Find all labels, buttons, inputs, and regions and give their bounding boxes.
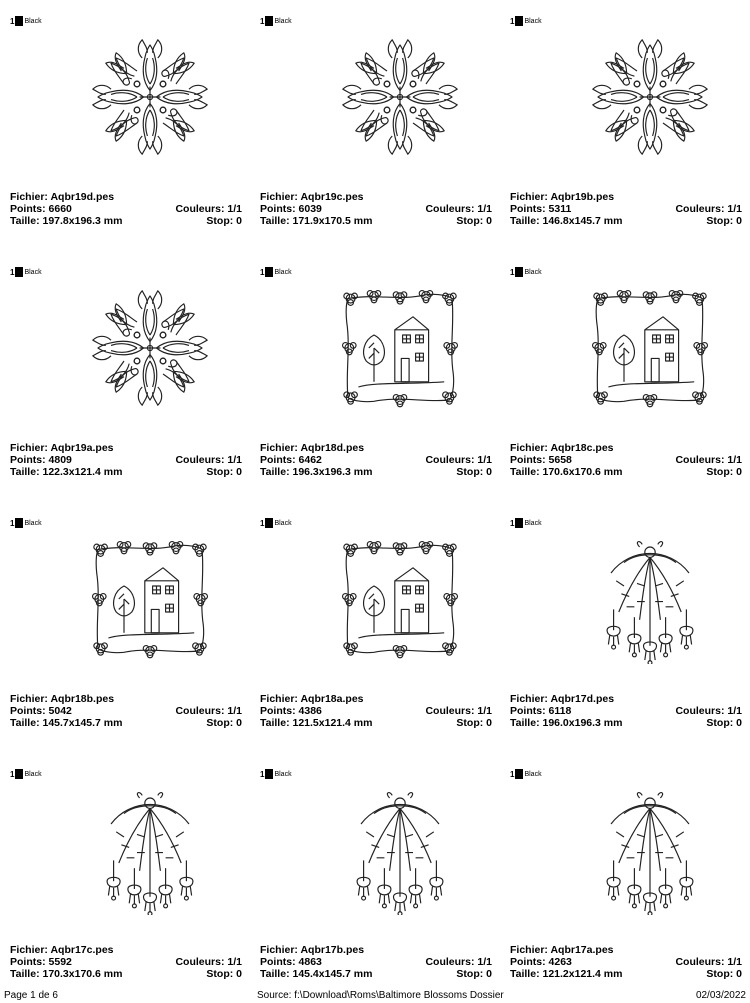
stop-value: 0 <box>486 717 492 729</box>
design-info <box>260 442 492 478</box>
stop-value: 0 <box>486 968 492 980</box>
points-value: 5658 <box>548 454 572 466</box>
size-value: 171.9x170.5 mm <box>292 215 373 227</box>
stop-label: Stop: <box>456 466 484 478</box>
color-number: 1 <box>10 769 15 779</box>
color-swatch <box>510 267 542 277</box>
file-name: Aqbr19c.pes <box>300 191 364 203</box>
color-box <box>515 267 523 277</box>
floral-embroidery-preview <box>85 283 215 413</box>
colors-value: 1/1 <box>477 203 492 215</box>
color-number: 1 <box>260 16 265 26</box>
file-label: Fichier: <box>260 191 298 203</box>
color-name: Black <box>274 17 292 25</box>
colors-label: Couleurs: <box>175 454 225 466</box>
colors-value: 1/1 <box>477 705 492 717</box>
color-swatch <box>510 769 542 779</box>
points-label: Points: <box>510 956 546 968</box>
size-value: 196.0x196.3 mm <box>542 717 623 729</box>
size-value: 146.8x145.7 mm <box>542 215 623 227</box>
colors-label: Couleurs: <box>675 203 725 215</box>
size-value: 121.5x121.4 mm <box>292 717 373 729</box>
stop-label: Stop: <box>456 968 484 980</box>
color-number: 1 <box>260 518 265 528</box>
house-embroidery-preview <box>335 534 465 664</box>
color-box <box>265 769 273 779</box>
color-number: 1 <box>10 16 15 26</box>
points-value: 4863 <box>298 956 322 968</box>
design-cell <box>260 518 500 748</box>
size-label: Taille: <box>260 215 290 227</box>
colors-value: 1/1 <box>227 203 242 215</box>
points-value: 5311 <box>548 203 572 215</box>
points-label: Points: <box>260 705 296 717</box>
size-value: 145.4x145.7 mm <box>292 968 373 980</box>
fuchsia-embroidery-preview <box>335 785 465 915</box>
color-box <box>15 769 23 779</box>
stop-value: 0 <box>236 215 242 227</box>
design-cell <box>510 16 750 246</box>
stop-value: 0 <box>236 717 242 729</box>
design-info <box>510 693 742 729</box>
file-label: Fichier: <box>510 693 548 705</box>
source-path: Source: f:\Download\Roms\Baltimore Blossoms Dossier <box>257 990 504 1001</box>
file-name: Aqbr18d.pes <box>300 442 365 454</box>
points-value: 5042 <box>48 705 72 717</box>
file-label: Fichier: <box>10 442 48 454</box>
file-name: Aqbr19a.pes <box>50 442 114 454</box>
file-name: Aqbr17d.pes <box>550 693 615 705</box>
points-label: Points: <box>10 203 46 215</box>
points-label: Points: <box>510 454 546 466</box>
design-cell <box>510 769 750 999</box>
color-box <box>265 16 273 26</box>
points-value: 4386 <box>298 705 322 717</box>
design-info <box>260 944 492 980</box>
color-name: Black <box>274 268 292 276</box>
file-name: Aqbr18b.pes <box>50 693 115 705</box>
file-name: Aqbr18a.pes <box>300 693 364 705</box>
house-embroidery-preview <box>335 283 465 413</box>
colors-value: 1/1 <box>727 705 742 717</box>
file-label: Fichier: <box>510 442 548 454</box>
design-info <box>510 442 742 478</box>
color-name: Black <box>274 770 292 778</box>
colors-value: 1/1 <box>727 454 742 466</box>
color-box <box>515 16 523 26</box>
color-swatch <box>510 16 542 26</box>
size-label: Taille: <box>10 466 40 478</box>
size-value: 197.8x196.3 mm <box>42 215 123 227</box>
print-date: 02/03/2022 <box>695 990 746 1001</box>
colors-label: Couleurs: <box>175 203 225 215</box>
size-value: 170.3x170.6 mm <box>42 968 123 980</box>
color-swatch <box>10 267 42 277</box>
colors-label: Couleurs: <box>675 454 725 466</box>
colors-value: 1/1 <box>727 956 742 968</box>
size-label: Taille: <box>10 968 40 980</box>
points-value: 6039 <box>298 203 322 215</box>
stop-label: Stop: <box>206 215 234 227</box>
color-number: 1 <box>510 518 515 528</box>
color-number: 1 <box>260 769 265 779</box>
stop-label: Stop: <box>706 466 734 478</box>
file-name: Aqbr18c.pes <box>550 442 614 454</box>
design-info <box>510 944 742 980</box>
points-label: Points: <box>260 203 296 215</box>
color-box <box>515 769 523 779</box>
points-label: Points: <box>510 705 546 717</box>
house-embroidery-preview <box>585 283 715 413</box>
colors-label: Couleurs: <box>425 956 475 968</box>
points-label: Points: <box>260 454 296 466</box>
design-info <box>10 944 242 980</box>
size-label: Taille: <box>510 717 540 729</box>
design-cell <box>510 518 750 748</box>
size-label: Taille: <box>260 968 290 980</box>
color-name: Black <box>524 519 542 527</box>
points-label: Points: <box>10 956 46 968</box>
design-info <box>510 191 742 227</box>
color-number: 1 <box>510 16 515 26</box>
size-value: 122.3x121.4 mm <box>42 466 123 478</box>
stop-value: 0 <box>486 466 492 478</box>
stop-value: 0 <box>736 215 742 227</box>
fuchsia-embroidery-preview <box>585 785 715 915</box>
floral-embroidery-preview <box>335 32 465 162</box>
color-name: Black <box>24 770 42 778</box>
fuchsia-embroidery-preview <box>85 785 215 915</box>
stop-label: Stop: <box>206 968 234 980</box>
points-value: 6462 <box>298 454 322 466</box>
file-name: Aqbr19d.pes <box>50 191 115 203</box>
color-name: Black <box>524 268 542 276</box>
color-name: Black <box>524 770 542 778</box>
color-swatch <box>10 769 42 779</box>
file-label: Fichier: <box>10 191 48 203</box>
color-number: 1 <box>260 267 265 277</box>
color-swatch <box>10 518 42 528</box>
colors-label: Couleurs: <box>175 956 225 968</box>
stop-label: Stop: <box>706 968 734 980</box>
points-label: Points: <box>10 705 46 717</box>
stop-value: 0 <box>736 466 742 478</box>
stop-label: Stop: <box>456 215 484 227</box>
points-value: 6118 <box>548 705 572 717</box>
design-cell <box>10 769 250 999</box>
design-info <box>10 191 242 227</box>
colors-value: 1/1 <box>477 454 492 466</box>
colors-value: 1/1 <box>227 705 242 717</box>
color-box <box>15 518 23 528</box>
colors-label: Couleurs: <box>175 705 225 717</box>
colors-label: Couleurs: <box>425 705 475 717</box>
color-name: Black <box>524 17 542 25</box>
size-label: Taille: <box>510 466 540 478</box>
design-info <box>260 191 492 227</box>
file-label: Fichier: <box>10 693 48 705</box>
colors-label: Couleurs: <box>425 203 475 215</box>
file-label: Fichier: <box>260 693 298 705</box>
points-value: 6660 <box>48 203 72 215</box>
file-name: Aqbr17b.pes <box>300 944 365 956</box>
design-cell <box>260 769 500 999</box>
size-value: 196.3x196.3 mm <box>292 466 373 478</box>
size-label: Taille: <box>260 466 290 478</box>
stop-value: 0 <box>236 466 242 478</box>
color-number: 1 <box>510 267 515 277</box>
design-cell <box>10 267 250 497</box>
size-value: 170.6x170.6 mm <box>542 466 623 478</box>
file-name: Aqbr17a.pes <box>550 944 614 956</box>
file-label: Fichier: <box>260 944 298 956</box>
stop-value: 0 <box>236 968 242 980</box>
colors-value: 1/1 <box>727 203 742 215</box>
points-value: 5592 <box>48 956 72 968</box>
stop-value: 0 <box>736 968 742 980</box>
floral-embroidery-preview <box>85 32 215 162</box>
color-box <box>515 518 523 528</box>
colors-label: Couleurs: <box>425 454 475 466</box>
page-number: Page 1 de 6 <box>4 990 58 1001</box>
color-name: Black <box>274 519 292 527</box>
design-cell <box>10 16 250 246</box>
color-number: 1 <box>10 267 15 277</box>
points-label: Points: <box>10 454 46 466</box>
color-swatch <box>260 16 292 26</box>
size-label: Taille: <box>510 968 540 980</box>
stop-label: Stop: <box>206 717 234 729</box>
design-cell <box>260 267 500 497</box>
color-box <box>15 16 23 26</box>
size-label: Taille: <box>10 215 40 227</box>
color-box <box>15 267 23 277</box>
color-number: 1 <box>10 518 15 528</box>
file-label: Fichier: <box>260 442 298 454</box>
stop-label: Stop: <box>456 717 484 729</box>
color-box <box>265 267 273 277</box>
color-number: 1 <box>510 769 515 779</box>
stop-label: Stop: <box>206 466 234 478</box>
design-cell <box>10 518 250 748</box>
color-swatch <box>10 16 42 26</box>
design-info <box>10 693 242 729</box>
file-label: Fichier: <box>10 944 48 956</box>
color-swatch <box>260 769 292 779</box>
floral-embroidery-preview <box>585 32 715 162</box>
colors-value: 1/1 <box>227 454 242 466</box>
color-name: Black <box>24 268 42 276</box>
file-label: Fichier: <box>510 944 548 956</box>
color-swatch <box>510 518 542 528</box>
points-label: Points: <box>510 203 546 215</box>
size-label: Taille: <box>510 215 540 227</box>
colors-label: Couleurs: <box>675 956 725 968</box>
size-label: Taille: <box>10 717 40 729</box>
stop-value: 0 <box>736 717 742 729</box>
stop-label: Stop: <box>706 215 734 227</box>
color-box <box>265 518 273 528</box>
file-label: Fichier: <box>510 191 548 203</box>
size-label: Taille: <box>260 717 290 729</box>
size-value: 121.2x121.4 mm <box>542 968 623 980</box>
colors-value: 1/1 <box>227 956 242 968</box>
stop-label: Stop: <box>706 717 734 729</box>
points-label: Points: <box>260 956 296 968</box>
color-swatch <box>260 267 292 277</box>
color-name: Black <box>24 17 42 25</box>
design-info <box>10 442 242 478</box>
house-embroidery-preview <box>85 534 215 664</box>
file-name: Aqbr19b.pes <box>550 191 615 203</box>
size-value: 145.7x145.7 mm <box>42 717 123 729</box>
color-name: Black <box>24 519 42 527</box>
points-value: 4809 <box>48 454 72 466</box>
fuchsia-embroidery-preview <box>585 534 715 664</box>
file-name: Aqbr17c.pes <box>50 944 114 956</box>
design-cell <box>510 267 750 497</box>
design-cell <box>260 16 500 246</box>
colors-value: 1/1 <box>477 956 492 968</box>
stop-value: 0 <box>486 215 492 227</box>
color-swatch <box>260 518 292 528</box>
colors-label: Couleurs: <box>675 705 725 717</box>
design-info <box>260 693 492 729</box>
points-value: 4263 <box>548 956 572 968</box>
